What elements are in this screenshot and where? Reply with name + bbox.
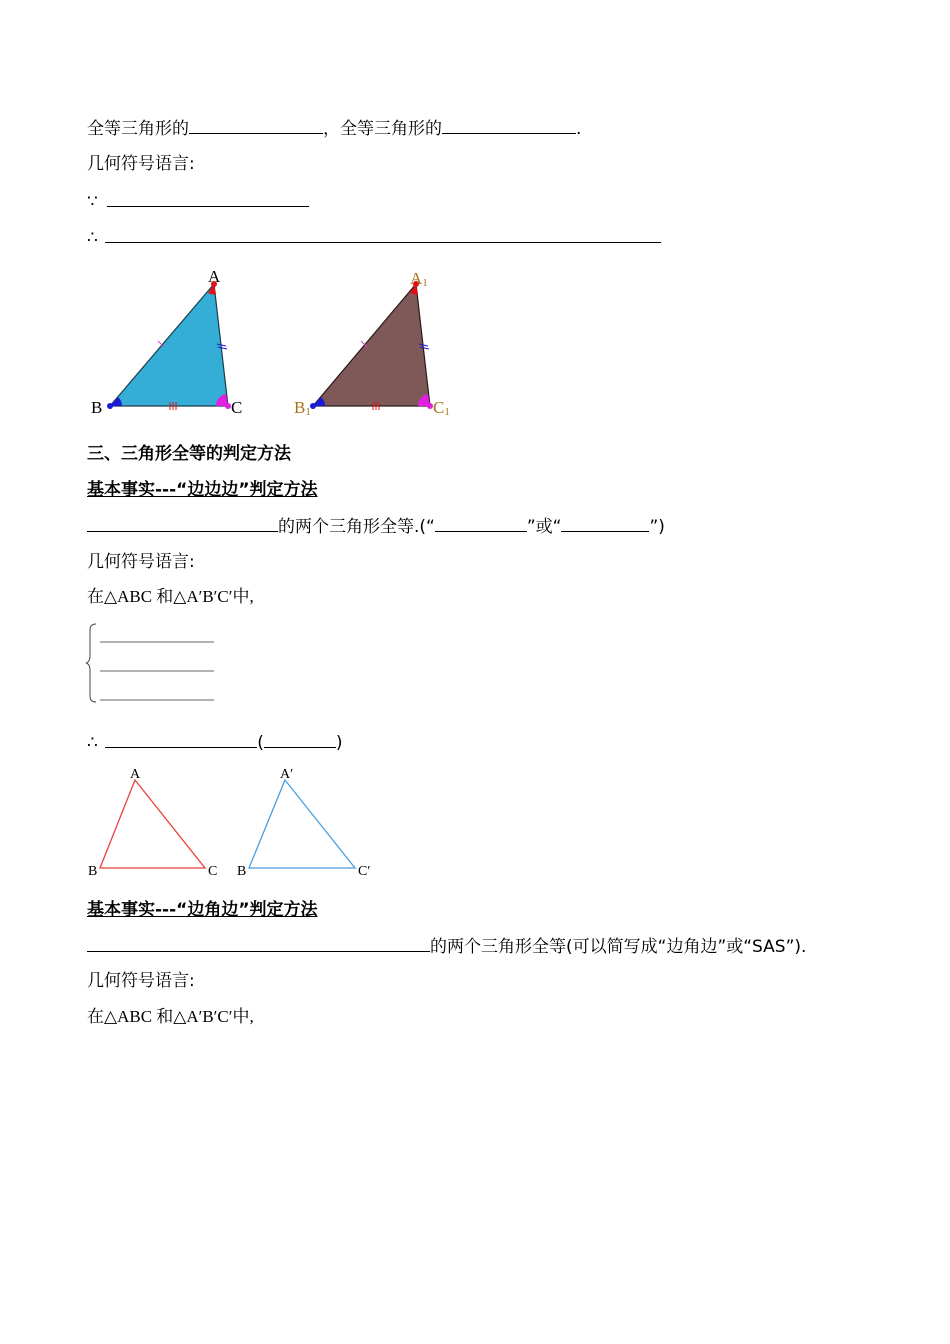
vertex-label-c-prime: C′ <box>358 864 371 879</box>
triangle-a-prime-outline <box>237 767 370 879</box>
in-triangles-line: 在△ABC 和△A′B′C′中, <box>87 1007 254 1026</box>
symbol-language-label: 几何符号语言: <box>87 154 195 174</box>
congruent-properties-line <box>87 117 581 140</box>
therefore-line <box>87 226 661 249</box>
therefore-symbol: ∴ <box>87 228 98 247</box>
text-fragment: ) <box>335 733 343 753</box>
vertex-label-c: C <box>231 398 243 417</box>
text-fragment: ，全等三角形的 <box>323 119 442 139</box>
in-triangles-line: 在△ABC 和△A′B′C′中, <box>87 587 254 606</box>
condition-brace-group <box>86 620 226 706</box>
vertex-label-b: B <box>237 864 247 879</box>
answer-blank[interactable] <box>189 117 323 134</box>
because-line <box>87 190 309 213</box>
triangle-abc-outline <box>88 767 217 879</box>
text-fragment: 的两个三角形全等(可以简写成“边角边”或“SAS”). <box>430 937 807 957</box>
answer-blank[interactable] <box>105 226 661 243</box>
sas-sentence <box>87 935 806 958</box>
sss-sentence <box>87 515 665 538</box>
answer-blank[interactable] <box>435 515 527 532</box>
because-symbol: ∵ <box>87 192 98 211</box>
symbol-language-label: 几何符号语言: <box>87 971 195 991</box>
text-fragment: . <box>576 119 582 139</box>
outline-triangles-figure <box>85 762 385 882</box>
triangle-a1b1c1-filled <box>294 269 450 418</box>
vertex-label-c1: C1 <box>433 398 450 418</box>
section-heading: 三、三角形全等的判定方法 <box>87 444 291 464</box>
answer-blank[interactable] <box>87 935 430 952</box>
vertex-label-b: B <box>88 864 98 879</box>
congruent-triangles-figure <box>85 262 475 422</box>
answer-blank[interactable] <box>442 117 576 134</box>
vertex-label-a: A <box>130 767 141 782</box>
answer-blank[interactable] <box>561 515 649 532</box>
answer-blank[interactable] <box>87 515 278 532</box>
text-fragment: ”或“ <box>526 517 562 537</box>
answer-blank[interactable] <box>107 190 309 207</box>
text-fragment: 全等三角形的 <box>87 119 189 139</box>
sss-conclusion-line <box>87 731 343 754</box>
answer-blank[interactable] <box>264 731 336 748</box>
vertex-label-a1: A1 <box>410 269 428 289</box>
vertex-label-b: B <box>91 398 103 417</box>
vertex-label-c: C <box>208 864 218 879</box>
vertex-label-a: A <box>208 267 221 286</box>
answer-blank[interactable] <box>105 731 257 748</box>
vertex-label-b1: B1 <box>294 398 311 418</box>
symbol-language-label: 几何符号语言: <box>87 552 195 572</box>
vertex-label-a-prime: A′ <box>280 767 294 782</box>
therefore-symbol: ∴ <box>87 733 98 752</box>
text-fragment: 的两个三角形全等.(“ <box>278 517 435 537</box>
text-fragment: ”) <box>649 517 665 537</box>
text-fragment: ( <box>257 733 264 753</box>
sss-title: 基本事实---“边边边”判定方法 <box>87 480 318 500</box>
triangle-abc-filled <box>91 267 242 417</box>
sas-title: 基本事实---“边角边”判定方法 <box>87 900 318 920</box>
